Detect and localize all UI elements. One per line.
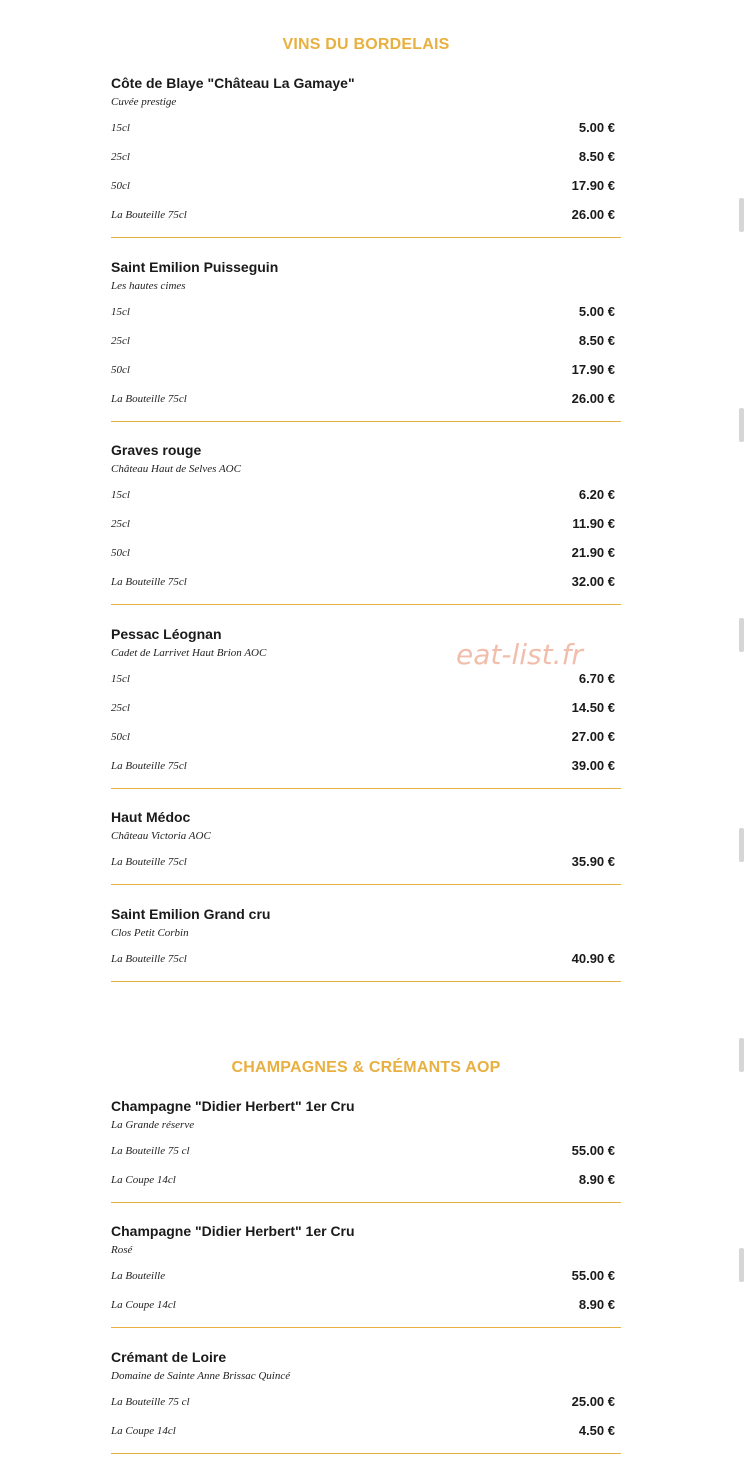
price-row	[111, 355, 621, 384]
price: 14.50 €	[571, 700, 615, 715]
wine-name: Champagne "Didier Herbert" 1er Cru	[111, 1223, 355, 1239]
menu-item	[111, 258, 621, 422]
wine-description: Les hautes cimes	[111, 280, 186, 292]
size-label: 50cl	[111, 179, 130, 192]
price-row	[111, 722, 621, 751]
price: 8.90 €	[578, 1297, 615, 1312]
price: 26.00 €	[571, 207, 615, 222]
size-label: La Bouteille 75cl	[111, 575, 187, 588]
price-row	[111, 384, 621, 413]
price: 17.90 €	[571, 362, 615, 377]
size-label: La Coupe 14cl	[111, 1298, 176, 1311]
price: 32.00 €	[571, 574, 615, 589]
wine-description: Château Victoria AOC	[111, 830, 211, 842]
wine-name: Saint Emilion Grand cru	[111, 906, 271, 922]
price: 5.00 €	[578, 304, 615, 319]
price: 6.20 €	[578, 487, 615, 502]
size-label: 15cl	[111, 672, 130, 685]
menu-item	[111, 441, 621, 605]
wine-name: Crémant de Loire	[111, 1349, 227, 1365]
price: 21.90 €	[571, 545, 615, 560]
price: 40.90 €	[571, 951, 615, 966]
price: 55.00 €	[571, 1268, 615, 1283]
menu-item	[111, 905, 621, 982]
price-row	[111, 538, 621, 567]
wine-description: La Grande réserve	[111, 1119, 195, 1131]
scroll-marker	[739, 618, 744, 652]
size-label: La Bouteille 75cl	[111, 759, 187, 772]
scroll-marker	[739, 1038, 744, 1072]
price-row	[111, 171, 621, 200]
size-label: 25cl	[111, 150, 130, 163]
price-row	[111, 326, 621, 355]
wine-description: Château Haut de Selves AOC	[111, 463, 241, 475]
scroll-marker	[739, 1248, 744, 1282]
wine-description: Rosé	[111, 1244, 133, 1256]
menu-item	[111, 1097, 621, 1203]
price-row	[111, 200, 621, 229]
size-label: 25cl	[111, 517, 130, 530]
price: 4.50 €	[578, 1423, 615, 1438]
wine-name: Graves rouge	[111, 442, 202, 458]
wine-name: Haut Médoc	[111, 809, 191, 825]
wine-name: Saint Emilion Puisseguin	[111, 259, 279, 275]
menu-item	[111, 1348, 621, 1454]
menu-item	[111, 808, 621, 885]
price-row	[111, 751, 621, 780]
scroll-marker	[739, 828, 744, 862]
price: 5.00 €	[578, 120, 615, 135]
section-title-bordelais: VINS DU BORDELAIS	[282, 36, 450, 53]
size-label: La Coupe 14cl	[111, 1173, 176, 1186]
wine-name: Pessac Léognan	[111, 626, 222, 642]
size-label: La Coupe 14cl	[111, 1424, 176, 1437]
size-label: La Bouteille 75 cl	[111, 1144, 190, 1157]
wine-description: Clos Petit Corbin	[111, 927, 189, 939]
size-label: La Bouteille 75cl	[111, 952, 187, 965]
wine-description: Cuvée prestige	[111, 96, 177, 108]
size-label: 25cl	[111, 334, 130, 347]
price-row	[111, 142, 621, 171]
price-row	[111, 1387, 621, 1416]
wine-name: Champagne "Didier Herbert" 1er Cru	[111, 1098, 355, 1114]
size-label: La Bouteille	[111, 1269, 166, 1282]
size-label: La Bouteille 75cl	[111, 855, 187, 868]
price: 35.90 €	[571, 854, 615, 869]
price: 11.90 €	[572, 516, 615, 531]
price: 8.90 €	[578, 1172, 615, 1187]
price: 8.50 €	[578, 333, 615, 348]
price: 8.50 €	[578, 149, 615, 164]
size-label: La Bouteille 75cl	[111, 208, 187, 221]
menu-item	[111, 1222, 621, 1328]
size-label: 15cl	[111, 121, 130, 134]
price-row	[111, 1261, 621, 1290]
price-row	[111, 567, 621, 596]
price-row	[111, 1416, 621, 1445]
scroll-marker	[739, 198, 744, 232]
wine-description: Cadet de Larrivet Haut Brion AOC	[111, 647, 267, 659]
size-label: 50cl	[111, 730, 130, 743]
price: 39.00 €	[571, 758, 615, 773]
price: 25.00 €	[571, 1394, 615, 1409]
price: 55.00 €	[571, 1143, 615, 1158]
price-row	[111, 1136, 621, 1165]
scroll-marker	[739, 408, 744, 442]
price-row	[111, 1290, 621, 1319]
wine-description: Domaine de Sainte Anne Brissac Quincé	[111, 1370, 291, 1382]
size-label: La Bouteille 75 cl	[111, 1395, 190, 1408]
size-label: 15cl	[111, 305, 130, 318]
price-row	[111, 1165, 621, 1194]
price-row	[111, 480, 621, 509]
size-label: 50cl	[111, 363, 130, 376]
section-title-champagnes: CHAMPAGNES & CRÉMANTS AOP	[231, 1059, 501, 1076]
price-row	[111, 113, 621, 142]
price: 6.70 €	[578, 671, 615, 686]
price: 17.90 €	[571, 178, 615, 193]
menu-item	[111, 74, 621, 238]
wine-name: Côte de Blaye "Château La Gamaye"	[111, 75, 355, 91]
price-row	[111, 693, 621, 722]
price-row	[111, 297, 621, 326]
price-row	[111, 509, 621, 538]
size-label: La Bouteille 75cl	[111, 392, 187, 405]
price-row	[111, 847, 621, 876]
size-label: 15cl	[111, 488, 130, 501]
price-row	[111, 944, 621, 973]
size-label: 50cl	[111, 546, 130, 559]
price: 26.00 €	[571, 391, 615, 406]
price: 27.00 €	[571, 729, 615, 744]
watermark: eat-list.fr	[456, 638, 583, 671]
size-label: 25cl	[111, 701, 130, 714]
